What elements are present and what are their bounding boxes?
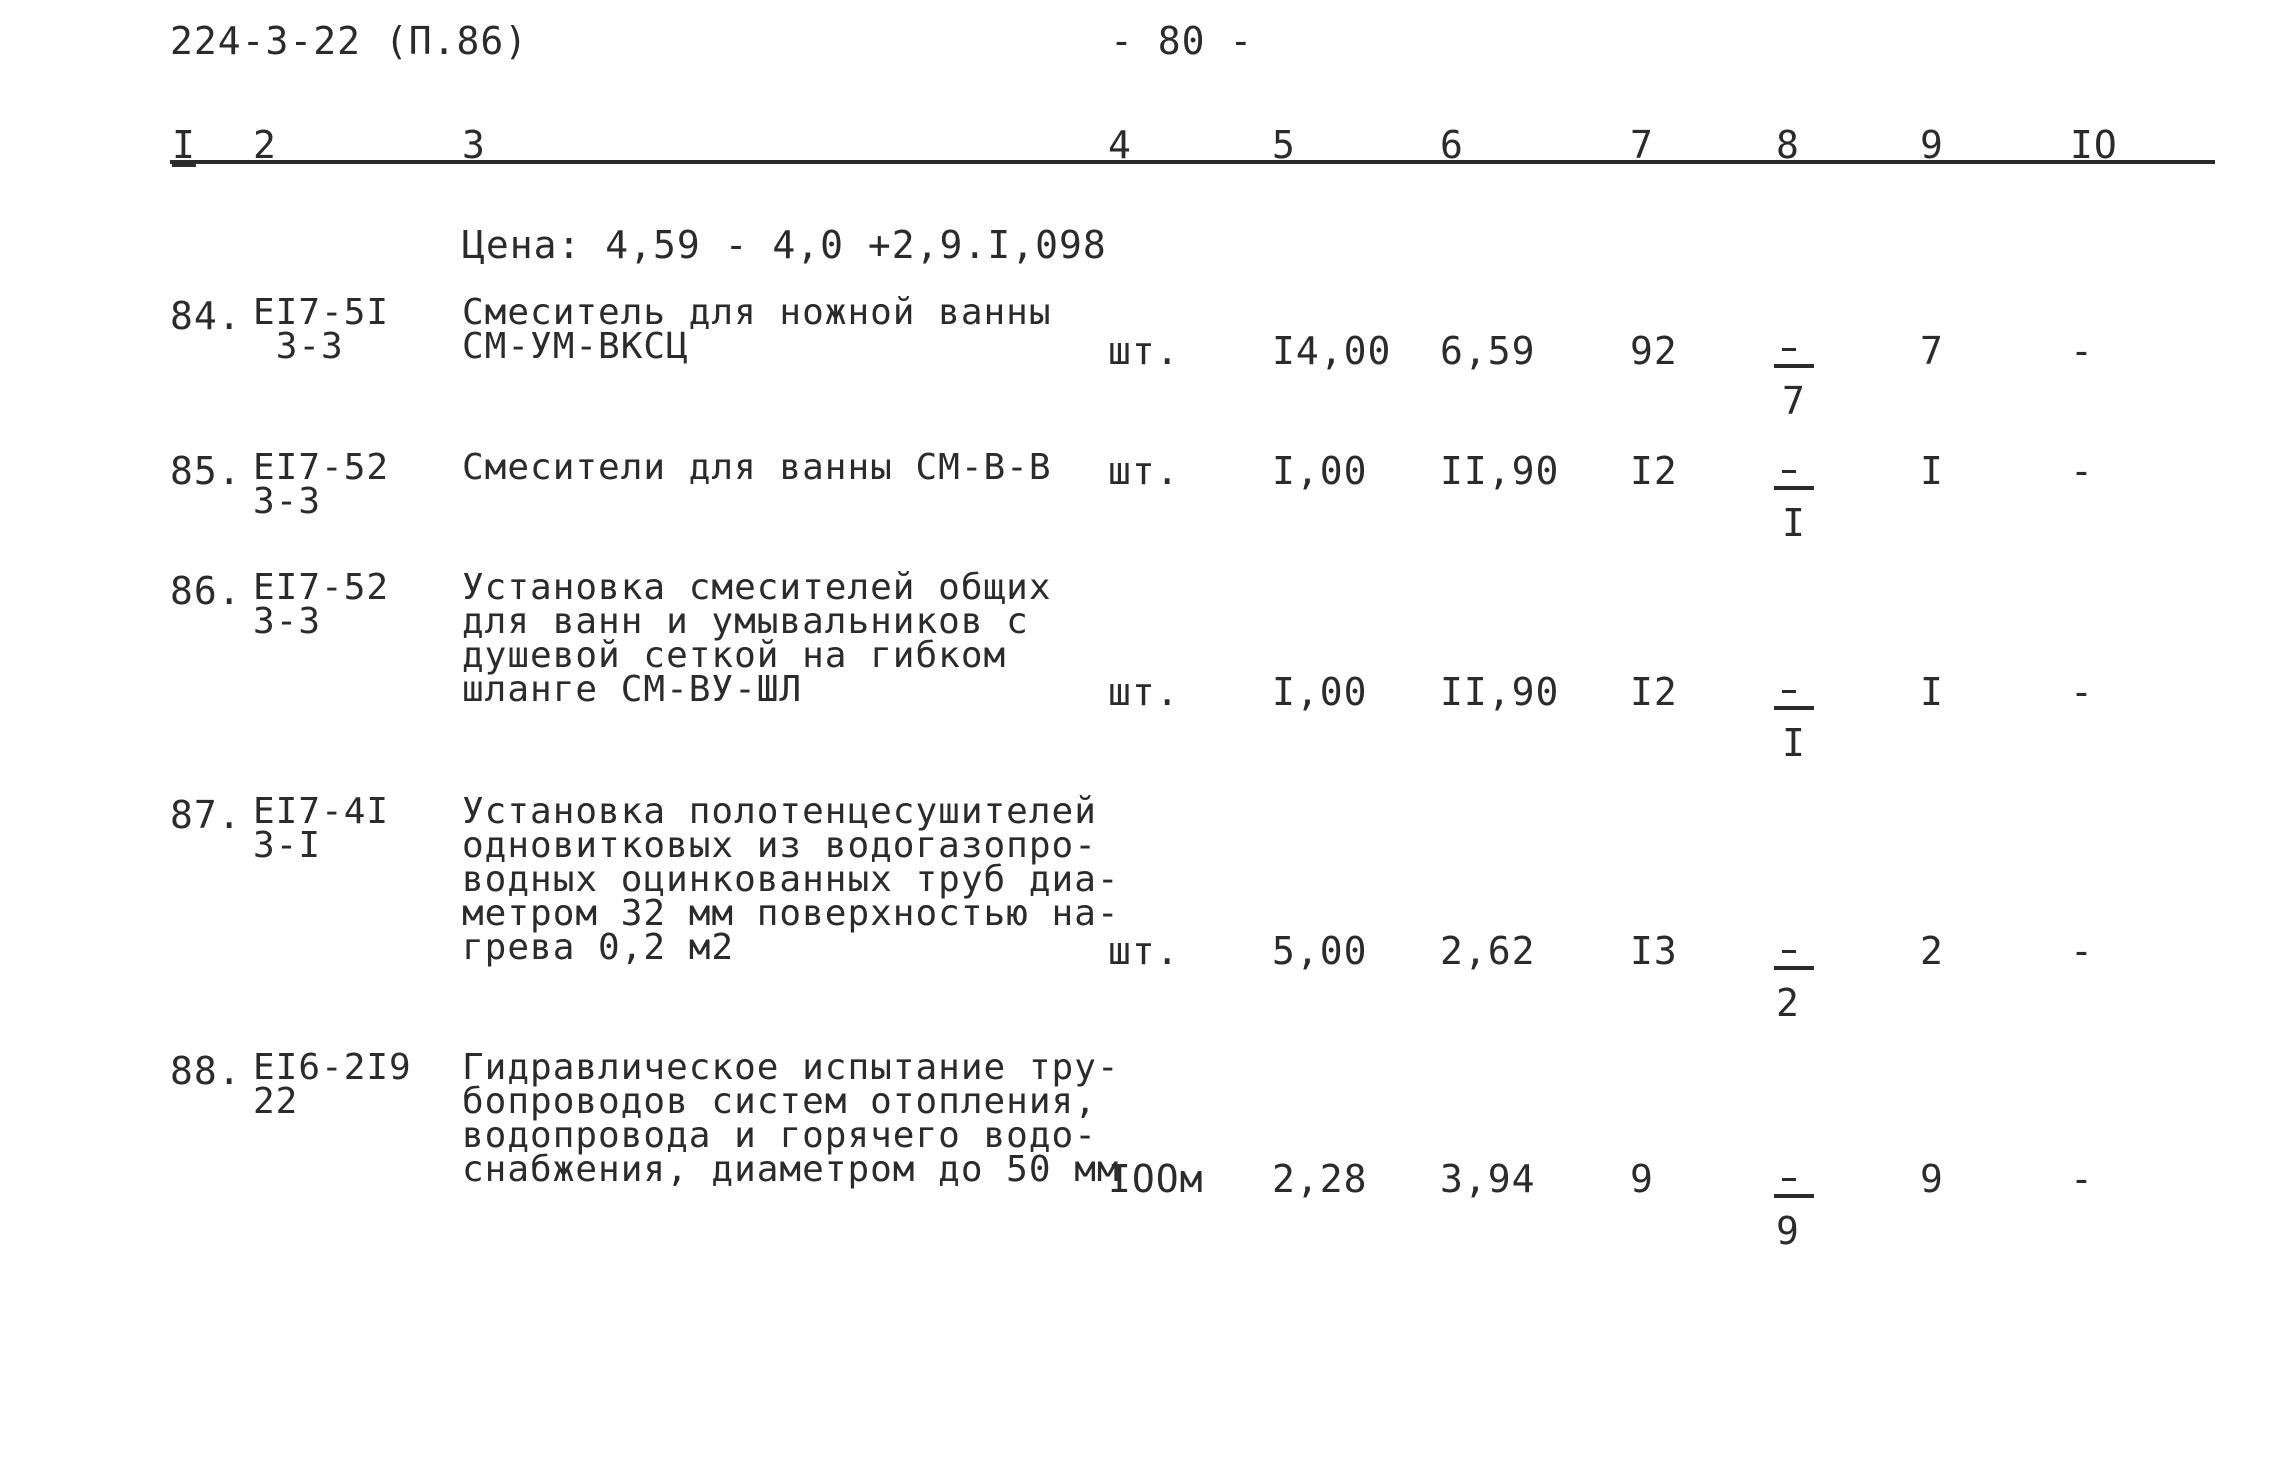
row-col7: I2 xyxy=(1630,670,1678,714)
row-price: II,90 xyxy=(1440,449,1560,493)
row-description: Гидравлическое испытание тру- бопроводов систем отопления, водопровода и горячего водо- снабжения, диаметром до 50 мм xyxy=(462,1047,1120,1190)
col8-fraction-bar xyxy=(1774,966,1814,970)
row-quantity: 5,00 xyxy=(1272,929,1368,973)
col8-mark xyxy=(1782,1178,1796,1181)
col8-fraction-bar xyxy=(1774,364,1814,368)
row-unit: IOOм xyxy=(1108,1157,1204,1201)
column-header: 3 xyxy=(462,123,486,167)
row-col8-bottom: 2 xyxy=(1776,981,1800,1025)
col8-mark xyxy=(1782,950,1796,953)
col8-fraction-bar xyxy=(1774,486,1814,490)
header-rule xyxy=(170,160,2215,164)
column-header: 4 xyxy=(1108,123,1132,167)
row-code: EI6-2I9 22 xyxy=(253,1047,412,1122)
row-code: EI7-52 3-3 xyxy=(253,447,390,522)
column-header: 9 xyxy=(1920,123,1944,167)
row-col10: - xyxy=(2070,449,2094,493)
row-number: 88. xyxy=(170,1049,242,1093)
column-header: I xyxy=(172,123,196,167)
row-col10: - xyxy=(2070,1157,2094,1201)
row-col9: I xyxy=(1920,670,1944,714)
row-col8-bottom: I xyxy=(1782,721,1806,765)
row-code: EI7-4I 3-I xyxy=(253,791,390,866)
row-number: 85. xyxy=(170,449,242,493)
row-number: 84. xyxy=(170,294,242,338)
row-col9: 9 xyxy=(1920,1157,1944,1201)
row-col10: - xyxy=(2070,929,2094,973)
column-header: 8 xyxy=(1776,123,1800,167)
row-quantity: I,00 xyxy=(1272,670,1368,714)
row-unit: шт. xyxy=(1108,670,1180,714)
row-quantity: I4,00 xyxy=(1272,329,1392,373)
page-number: - 80 - xyxy=(1110,19,1254,63)
row-col7: I3 xyxy=(1630,929,1678,973)
document-code: 224-3-22 (П.86) xyxy=(170,19,529,63)
column-header: 2 xyxy=(253,123,277,167)
row-description: Установка полотенцесушителей одновитковых из водогазопро- водных оцинкованных труб диа- метром 32 мм поверхностью на- грева 0,2 м2 xyxy=(462,791,1120,968)
row-col9: 7 xyxy=(1920,329,1944,373)
row-price: II,90 xyxy=(1440,670,1560,714)
row-price: 6,59 xyxy=(1440,329,1536,373)
column-header: 6 xyxy=(1440,123,1464,167)
row-number: 86. xyxy=(170,569,242,613)
row-col10: - xyxy=(2070,670,2094,714)
row-code: EI7-52 3-3 xyxy=(253,567,390,642)
row-unit: шт. xyxy=(1108,329,1180,373)
row-col7: I2 xyxy=(1630,449,1678,493)
row-unit: шт. xyxy=(1108,449,1180,493)
col8-mark xyxy=(1782,690,1796,693)
row-price: 3,94 xyxy=(1440,1157,1536,1201)
row-col9: 2 xyxy=(1920,929,1944,973)
col8-fraction-bar xyxy=(1774,706,1814,710)
row-description: Установка смесителей общих для ванн и умывальников с душевой сеткой на гибком шланге СМ-ВУ-ШЛ xyxy=(462,567,1052,710)
row-col8-bottom: 7 xyxy=(1782,379,1806,423)
price-formula: Цена: 4,59 - 4,0 +2,9.I,098 xyxy=(462,223,1107,267)
row-quantity: 2,28 xyxy=(1272,1157,1368,1201)
column-header: 5 xyxy=(1272,123,1296,167)
column-header: IO xyxy=(2070,123,2118,167)
row-price: 2,62 xyxy=(1440,929,1536,973)
col8-fraction-bar xyxy=(1774,1194,1814,1198)
row-col9: I xyxy=(1920,449,1944,493)
row-col8-bottom: I xyxy=(1782,501,1806,545)
row-col10: - xyxy=(2070,329,2094,373)
column-header: 7 xyxy=(1630,123,1654,167)
row-code: EI7-5I 3-3 xyxy=(253,292,390,367)
row-col7: 92 xyxy=(1630,329,1678,373)
row-description: Смеситель для ножной ванны СМ-УМ-ВКСЦ xyxy=(462,292,1052,367)
row-unit: шт. xyxy=(1108,929,1180,973)
col8-mark xyxy=(1782,348,1796,351)
col8-mark xyxy=(1782,470,1796,473)
row-quantity: I,00 xyxy=(1272,449,1368,493)
row-col8-bottom: 9 xyxy=(1776,1209,1800,1253)
row-description: Смесители для ванны СМ-В-В xyxy=(462,447,1052,488)
row-number: 87. xyxy=(170,793,242,837)
row-col7: 9 xyxy=(1630,1157,1654,1201)
